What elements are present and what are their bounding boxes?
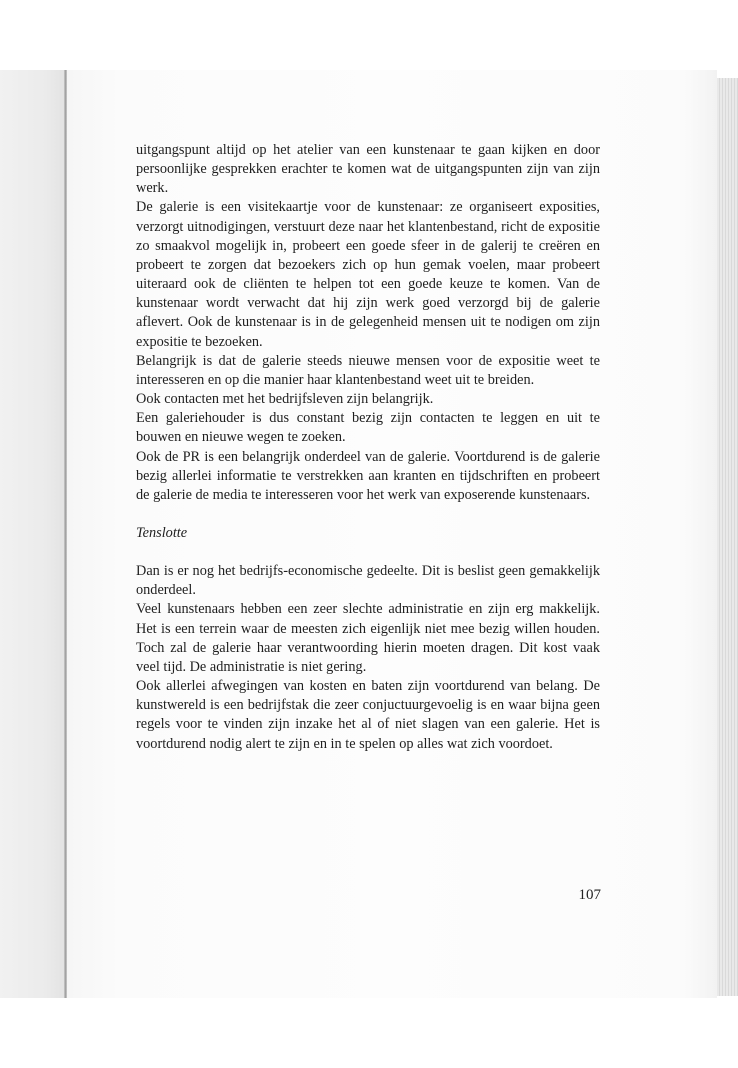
paragraph-6: Ook de PR is een belangrijk onderdeel van de galerie. Voortdurend is de galerie bezig allerlei informatie te verstrekken aan kranten en tijdschriften en probeert de galerie de media te interesseren voor het werk van exposerende kunstenaars.: [136, 448, 600, 503]
left-page-edge: [0, 70, 66, 998]
paragraph-8: Veel kunstenaars hebben een zeer slechte administratie en zijn erg makkelijk. Het is een terrein waar de meesten zich eigenlijk niet mee bezig willen houden. Toch zal de galerie haar verantwoording hierin moeten dragen. Dit kost vaak veel tijd. De administratie is niet gering.: [136, 601, 600, 675]
section-heading: Tenslotte: [136, 524, 188, 541]
paragraph-3: Belangrijk is dat de galerie steeds nieuwe mensen voor de expositie weet te interesseren en op die manier haar klantenbestand weet uit te breiden.: [136, 352, 600, 388]
paragraph-5: Een galeriehouder is dus constant bezig zijn contacten te leggen en uit te bouwen en nieuwe wegen te zoeken.: [136, 410, 600, 446]
paragraph-4: Ook contacten met het bedrijfsleven zijn belangrijk.: [136, 391, 434, 408]
page-number: 107: [578, 887, 601, 903]
page-edges-stack: [717, 78, 738, 996]
paragraph-7: Dan is er nog het bedrijfs-economische gedeelte. Dit is beslist geen gemakkelijk onderdeel.: [136, 563, 600, 599]
body-text: [136, 141, 600, 754]
section-spacer: [136, 505, 600, 524]
book-gutter: [64, 70, 67, 998]
section-spacer: [136, 543, 600, 562]
paragraph-1: uitgangspunt altijd op het atelier van een kunstenaar te gaan kijken en door persoonlijke gesprekken erachter te komen wat de uitgangspunten zijn van zijn werk.: [136, 142, 600, 197]
paragraph-2: De galerie is een visitekaartje voor de kunstenaar: ze organiseert exposities, verzorgt uitnodigingen, verstuurt deze naar het klantenbestand, richt de expositie zo smaakvol mogelijk in, probeert een goede sfeer in de galerij te creëren en probeert te zorgen dat bezoekers zich op hun gemak voelen, maar probeert uiteraard ook de cliënten te helpen tot een goede keuze te komen. Van de kunstenaar wordt verwacht dat hij zijn werk goed verzorgd bij de galerie aflevert. Ook de kunstenaar is in de gelegenheid mensen uit te nodigen om zijn expositie te bezoeken.: [136, 199, 600, 350]
paragraph-9: Ook allerlei afwegingen van kosten en baten zijn voortdurend van belang. De kunstwereld is een bedrijfstak die zeer conjuctuurgevoelig is en waar bijna geen regels voor te vinden zijn inzake het al of niet slagen van een galerie. Het is voortdurend nodig alert te zijn en in te spelen op alles wat zich voordoet.: [136, 678, 600, 752]
